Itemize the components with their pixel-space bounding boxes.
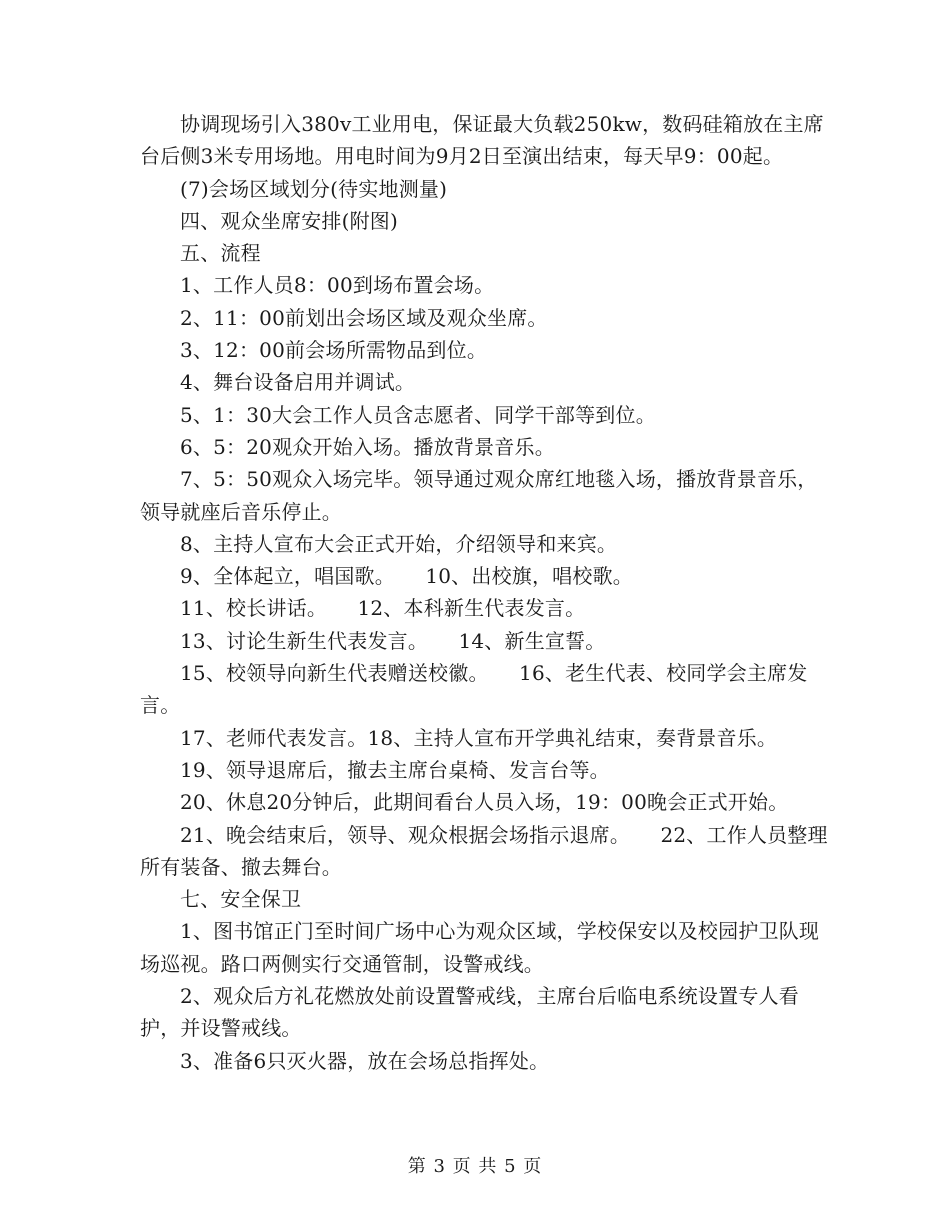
list-item: 1、图书馆正门至时间广场中心为观众区域，学校保安以及校园护卫队现场巡视。路口两侧实行交通管制，设警戒线。 <box>140 919 820 976</box>
list-item: 3、准备6只灭火器，放在会场总指挥处。 <box>180 1048 550 1073</box>
section-heading: 七、安全保卫 <box>180 887 302 912</box>
section-heading: 四、观众坐席安排(附图) <box>180 208 399 233</box>
section-heading: 五、流程 <box>180 241 261 266</box>
list-item: 20、休息20分钟后，此期间看台人员入场，19：00晚会正式开始。 <box>180 790 789 815</box>
list-item: 7、5：50观众入场完毕。领导通过观众席红地毯入场，播放背景音乐，领导就座后音乐停止。 <box>140 467 818 524</box>
list-item: 21、晚会结束后，领导、观众根据会场指示退席。 22、工作人员整理所有装备、撤去舞台。 <box>140 822 828 879</box>
list-item: 9、全体起立，唱国歌。 10、出校旗，唱校歌。 <box>180 564 633 589</box>
list-item: 15、校领导向新生代表赠送校徽。 16、老生代表、校同学会主席发言。 <box>140 661 808 718</box>
list-item: 6、5：20观众开始入场。播放背景音乐。 <box>180 434 555 459</box>
page-number-footer: 第 3 页 共 5 页 <box>407 1156 543 1177</box>
list-item: 13、讨论生新生代表发言。 14、新生宣誓。 <box>180 628 606 653</box>
list-item: 2、11：00前划出会场区域及观众坐席。 <box>180 305 548 330</box>
paragraph: (7)会场区域划分(待实地测量) <box>180 176 448 201</box>
list-item: 4、舞台设备启用并调试。 <box>180 370 416 395</box>
list-item: 8、主持人宣布大会正式开始，介绍领导和来宾。 <box>180 531 618 556</box>
list-item: 5、1：30大会工作人员含志愿者、同学干部等到位。 <box>180 402 656 427</box>
list-item: 17、老师代表发言。18、主持人宣布开学典礼结束，奏背景音乐。 <box>180 725 778 750</box>
list-item: 19、领导退席后，撤去主席台桌椅、发言台等。 <box>180 757 610 782</box>
list-item: 1、工作人员8：00到场布置会场。 <box>180 273 495 298</box>
list-item: 3、12：00前会场所需物品到位。 <box>180 338 488 363</box>
document-body <box>140 108 830 1077</box>
paragraph: 协调现场引入380v工业用电，保证最大负载250kw，数码硅箱放在主席台后侧3米专用场地。用电时间为9月2日至演出结束，每天早9：00起。 <box>140 112 824 169</box>
list-item: 2、观众后方礼花燃放处前设置警戒线，主席台后临电系统设置专人看护，并设警戒线。 <box>140 984 799 1041</box>
list-item: 11、校长讲话。 12、本科新生代表发言。 <box>180 596 586 621</box>
